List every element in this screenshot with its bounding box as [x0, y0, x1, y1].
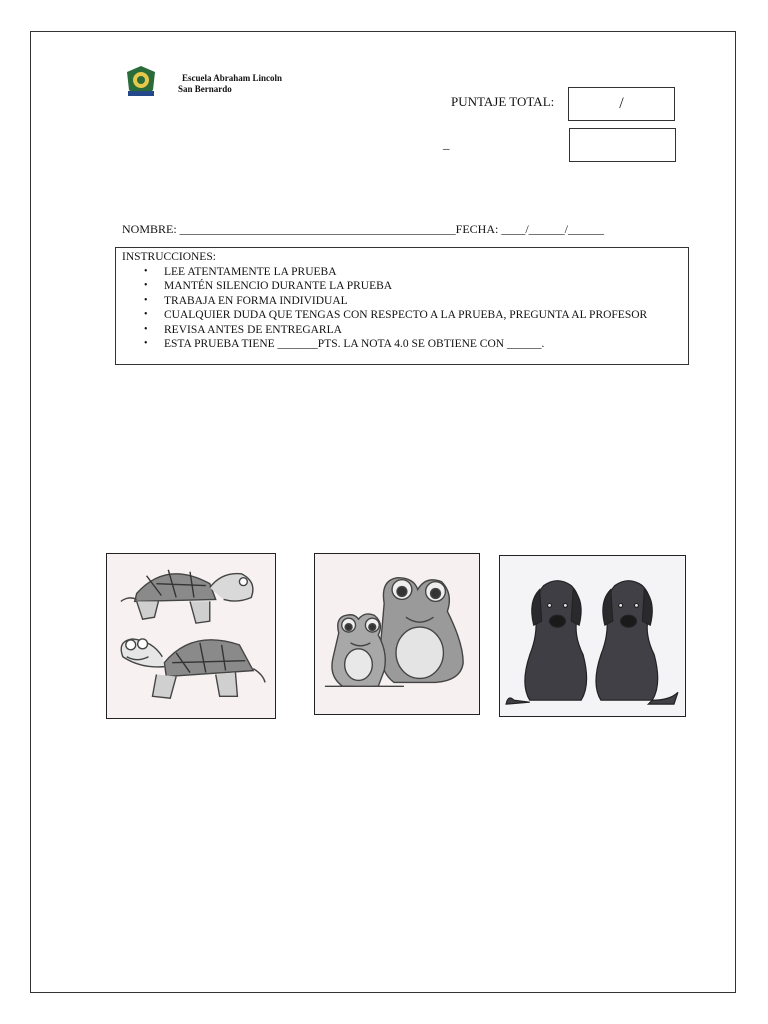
school-logo-icon — [124, 64, 158, 104]
dogs-icon — [500, 556, 685, 716]
school-city: San Bernardo — [178, 84, 232, 94]
instruction-item: • ESTA PRUEBA TIENE _______PTS. LA NOTA 4.0 SE OBTIENE CON ______. — [164, 337, 688, 352]
instruction-item: • MANTÉN SILENCIO DURANTE LA PRUEBA — [164, 279, 688, 294]
score-value: / — [619, 95, 624, 112]
grade-dash: _ — [443, 136, 450, 151]
instruction-item: • TRABAJA EN FORMA INDIVIDUAL — [164, 294, 688, 309]
dogs-illustration — [499, 555, 686, 717]
name-date-line: NOMBRE: ______________________________________________FECHA: ____/______/______ — [122, 222, 605, 236]
instruction-item: • CUALQUIER DUDA QUE TENGAS CON RESPECTO A LA PRUEBA, PREGUNTA AL PROFESOR — [164, 308, 688, 323]
grade-box[interactable] — [569, 128, 676, 162]
instruction-item: • REVISA ANTES DE ENTREGARLA — [164, 323, 688, 338]
turtles-illustration — [106, 553, 276, 719]
page-border — [30, 31, 736, 993]
school-name: Escuela Abraham Lincoln — [182, 73, 283, 83]
score-box[interactable] — [568, 87, 675, 121]
instruction-item: • LEE ATENTAMENTE LA PRUEBA — [164, 265, 688, 280]
instructions-list — [122, 265, 688, 352]
frogs-illustration — [314, 553, 480, 715]
instructions-box — [115, 247, 689, 365]
instructions-title: INSTRUCCIONES: — [122, 251, 216, 263]
turtles-icon — [107, 554, 275, 718]
score-label: PUNTAJE TOTAL: — [451, 94, 555, 109]
frogs-icon — [315, 554, 479, 714]
